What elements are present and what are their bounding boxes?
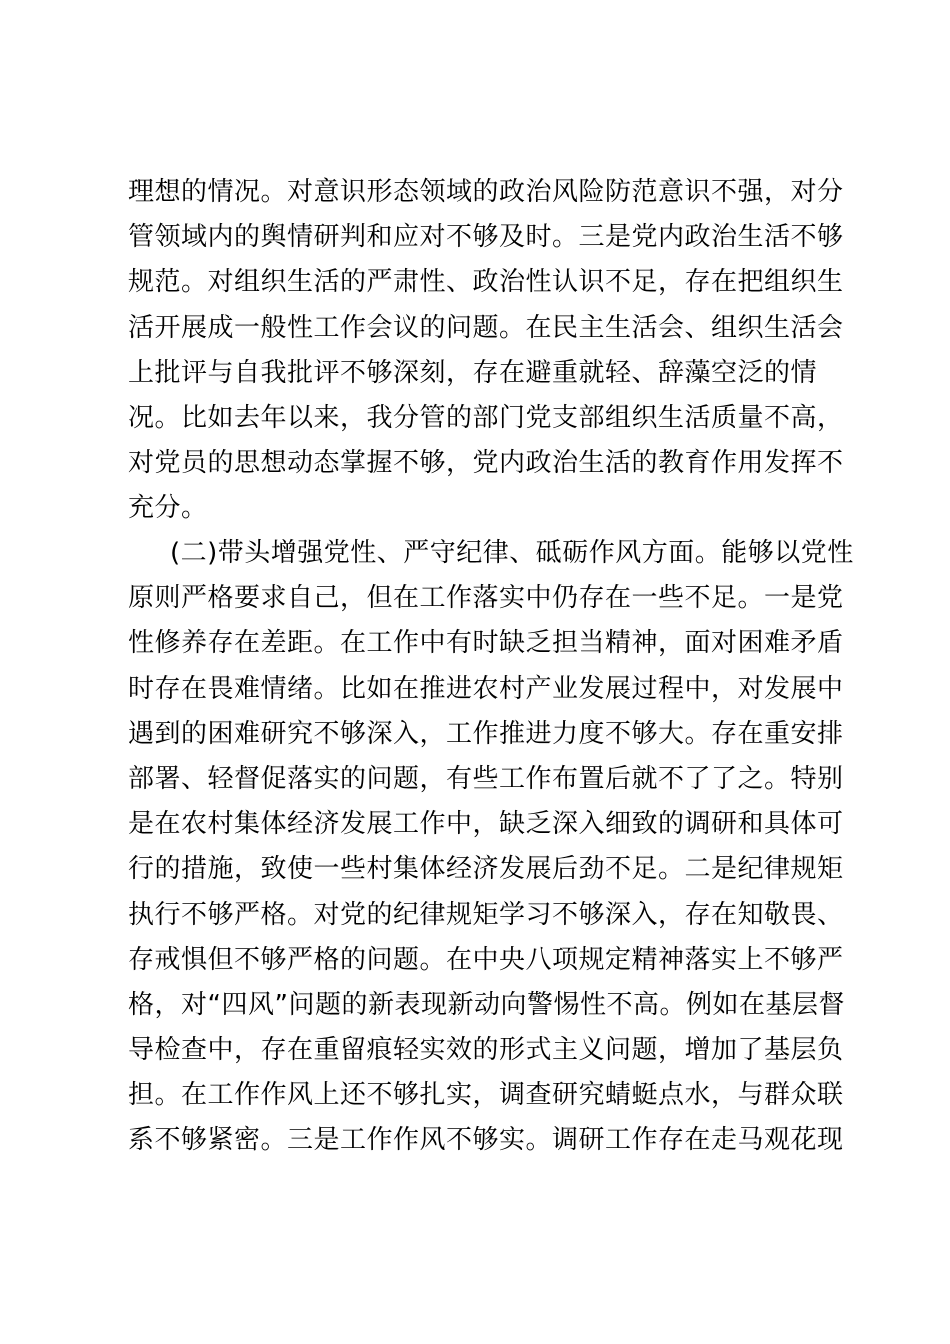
text-line: 对党员的思想动态掌握不够，党内政治生活的教育作用发挥不 xyxy=(128,448,844,479)
text-line: 部署、轻督促落实的问题，有些工作布置后就不了了之。特别 xyxy=(128,763,844,794)
paragraph-continuation xyxy=(128,170,844,532)
text-line: 上批评与自我批评不够深刻，存在避重就轻、辞藻空泛的情 xyxy=(128,357,818,388)
text-line: 原则严格要求自己，但在工作落实中仍存在一些不足。一是党 xyxy=(128,583,844,614)
text-line: 充分。 xyxy=(128,493,208,524)
text-line: 存戒惧但不够严格的问题。在中央八项规定精神落实上不够严 xyxy=(128,944,844,975)
text-line: 担。在工作作风上还不够扎实，调查研究蜻蜓点水，与群众联 xyxy=(128,1080,844,1111)
text-line: 时存在畏难情绪。比如在推进农村产业发展过程中，对发展中 xyxy=(128,673,844,704)
text-line: 遇到的困难研究不够深入，工作推进力度不够大。存在重安排 xyxy=(128,718,844,749)
text-line: 是在农村集体经济发展工作中，缺乏深入细致的调研和具体可 xyxy=(128,809,844,840)
text-line: (二)带头增强党性、严守纪律、砥砺作风方面。能够以党性 xyxy=(170,538,854,568)
text-line: 性修养存在差距。在工作中有时缺乏担当精神，面对困难矛盾 xyxy=(128,628,844,659)
paragraph-section-two xyxy=(128,531,854,1164)
text-line: 况。比如去年以来，我分管的部门党支部组织生活质量不高， xyxy=(128,402,844,433)
text-line: 理想的情况。对意识形态领域的政治风险防范意识不强，对分 xyxy=(128,177,844,207)
text-line: 系不够紧密。三是工作作风不够实。调研工作存在走马观花现 xyxy=(128,1125,844,1156)
text-line: 执行不够严格。对党的纪律规矩学习不够深入，存在知敬畏、 xyxy=(128,899,844,930)
text-line: 管领域内的舆情研判和应对不够及时。三是党内政治生活不够 xyxy=(128,222,844,253)
text-line: 导检查中，存在重留痕轻实效的形式主义问题，增加了基层负 xyxy=(128,1035,844,1066)
text-line: 行的措施，致使一些村集体经济发展后劲不足。二是纪律规矩 xyxy=(128,854,844,885)
text-line: 格，对“四风”问题的新表现新动向警惕性不高。例如在基层督 xyxy=(128,989,845,1020)
text-line: 规范。对组织生活的严肃性、政治性认识不足，存在把组织生 xyxy=(128,267,844,298)
text-line: 活开展成一般性工作会议的问题。在民主生活会、组织生活会 xyxy=(128,312,844,343)
